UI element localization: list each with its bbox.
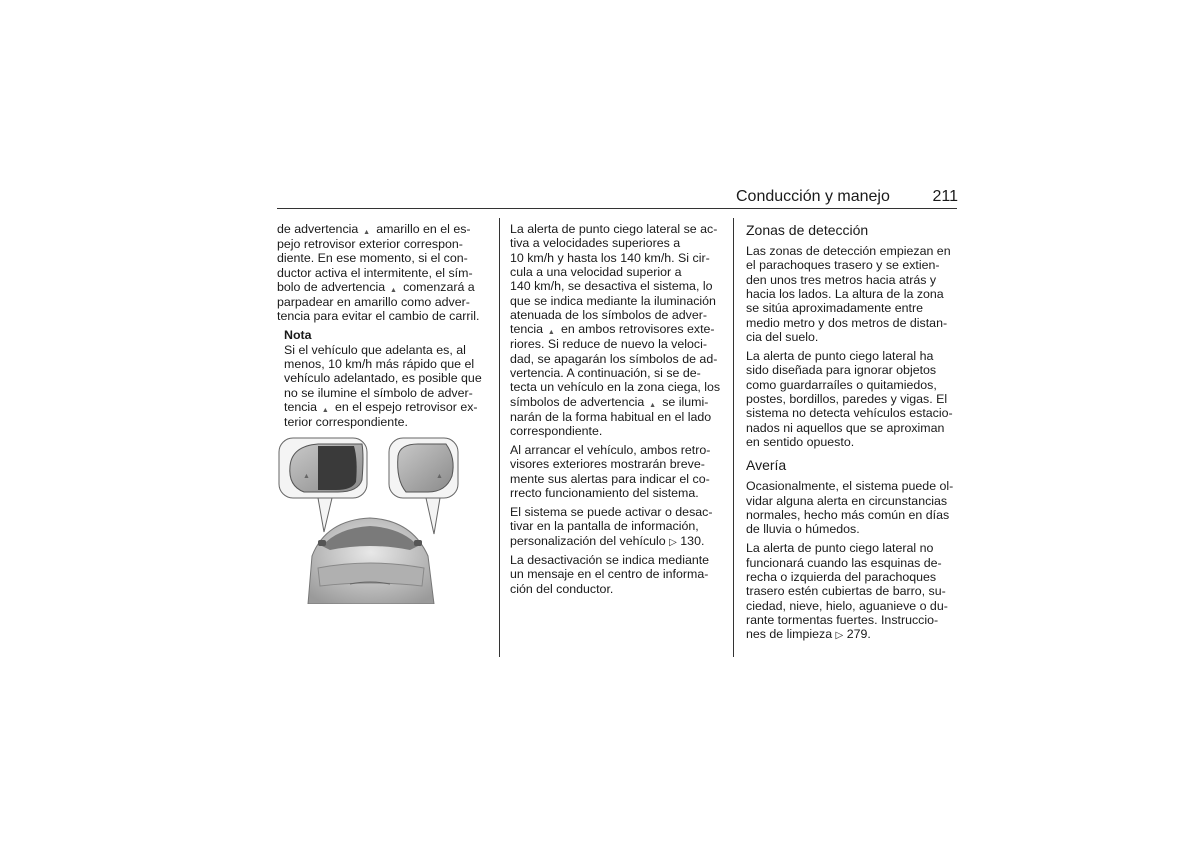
paragraph: La desactivación se indica mediante un mensaje en el centro de informa- ción del conductor. [510, 553, 710, 596]
page-reference-link[interactable]: 130. [680, 533, 705, 548]
svg-text:▲: ▲ [303, 473, 310, 480]
blind-spot-warning-icon: ▲ [649, 401, 658, 409]
paragraph: La alerta de punto ciego lateral se ac- tiva a velocidades superiores a 10 km/h y hasta los 140 km/h. Si cir- cula a una velocidad superior a 140 km/h, se desactiva el sistema, lo que se indica mediante la iluminación atenuada de los símbolos de adver- tencia ▲ en ambos retrovisores exte- riores. Si reduce de nuevo la veloci- dad, se apagarán los símbolos de ad- vertencia. A continuación, si se de- tecta un vehículo en la zona ciega, los símbolos de advertencia ▲ se ilumi- narán de la forma habitual en el lado correspondiente. [510, 222, 721, 439]
page-reference-arrow-icon: ▷ [669, 536, 677, 548]
page-number: 211 [932, 188, 958, 205]
column-2 [510, 222, 724, 601]
column-divider-left [499, 218, 500, 657]
svg-text:▲: ▲ [436, 473, 443, 480]
blind-spot-warning-icon: ▲ [321, 406, 331, 414]
paragraph: La alerta de punto ciego lateral ha sido diseñada para ignorar objetos como guardarraíles o quitamiedos, postes, bordillos, paredes y vigas. El sistema no detecta vehículos estacio- nados ni aquellos que se aproximan en sentido opuesto. [746, 348, 953, 449]
blind-spot-warning-icon: ▲ [547, 329, 557, 337]
blind-spot-mirror-illustration [278, 436, 459, 604]
paragraph: Al arrancar el vehículo, ambos retro- visores exteriores mostrarán breve- mente sus alertas para indicar el co- rrecto funcionamiento del sistema. [510, 442, 711, 500]
blind-spot-warning-icon: ▲ [363, 229, 372, 236]
page-reference-arrow-icon: ▷ [835, 630, 844, 642]
paragraph: Ocasionalmente, el sistema puede ol- vidar alguna alerta en circunstancias normales, hecho más común en días de lluvia o húmedos. [746, 479, 954, 537]
paragraph: El sistema se puede activar o desac- tivar en la pantalla de información, personalización del vehículo ▷ 130. [510, 504, 713, 548]
note-text: Si el vehículo que adelanta es, al menos, 10 km/h más rápido que el vehículo adelantado, es posible que no se ilumine el símbolo de adver- tencia ▲ en el espejo retrovisor ex- terior correspondiente. [284, 342, 482, 429]
page-reference-link[interactable]: 279. [846, 627, 871, 642]
section-heading: Zonas de detección [746, 222, 869, 238]
column-divider-right [733, 218, 734, 657]
section-heading: Avería [746, 457, 787, 474]
paragraph: Las zonas de detección empiezan en el parachoques trasero y se extien- den unos tres metros hacia atrás y hacia los lados. La altura de la zona se sitúa aproximadamente entre medio metro y dos metros de distan- cia del suelo. [746, 244, 951, 345]
header-divider [277, 208, 957, 209]
blind-spot-warning-icon: ▲ [389, 287, 399, 295]
section-title: Conducción y manejo [736, 188, 890, 205]
column-3 [746, 222, 960, 647]
note-box [277, 328, 489, 429]
note-title: Nota [284, 328, 312, 343]
column-1 [277, 222, 489, 434]
paragraph: La alerta de punto ciego lateral no funcionará cuando las esquinas de- recha o izquierda del parachoques trasero estén cubiertas de barro, su- ciedad, nieve, hielo, aguanieve o du- rante tormentas fuertes. Instruccio- nes de limpieza ▷ 279. [746, 541, 948, 642]
paragraph: de advertencia ▲ amarillo en el es- pejo retrovisor exterior correspon- diente. En ese momento, si el con- ductor activa el intermitente, el sím- bolo de advertencia ▲ comenzará a parpadear en amarillo como adver- tencia para evitar el cambio de carril. [277, 222, 480, 324]
